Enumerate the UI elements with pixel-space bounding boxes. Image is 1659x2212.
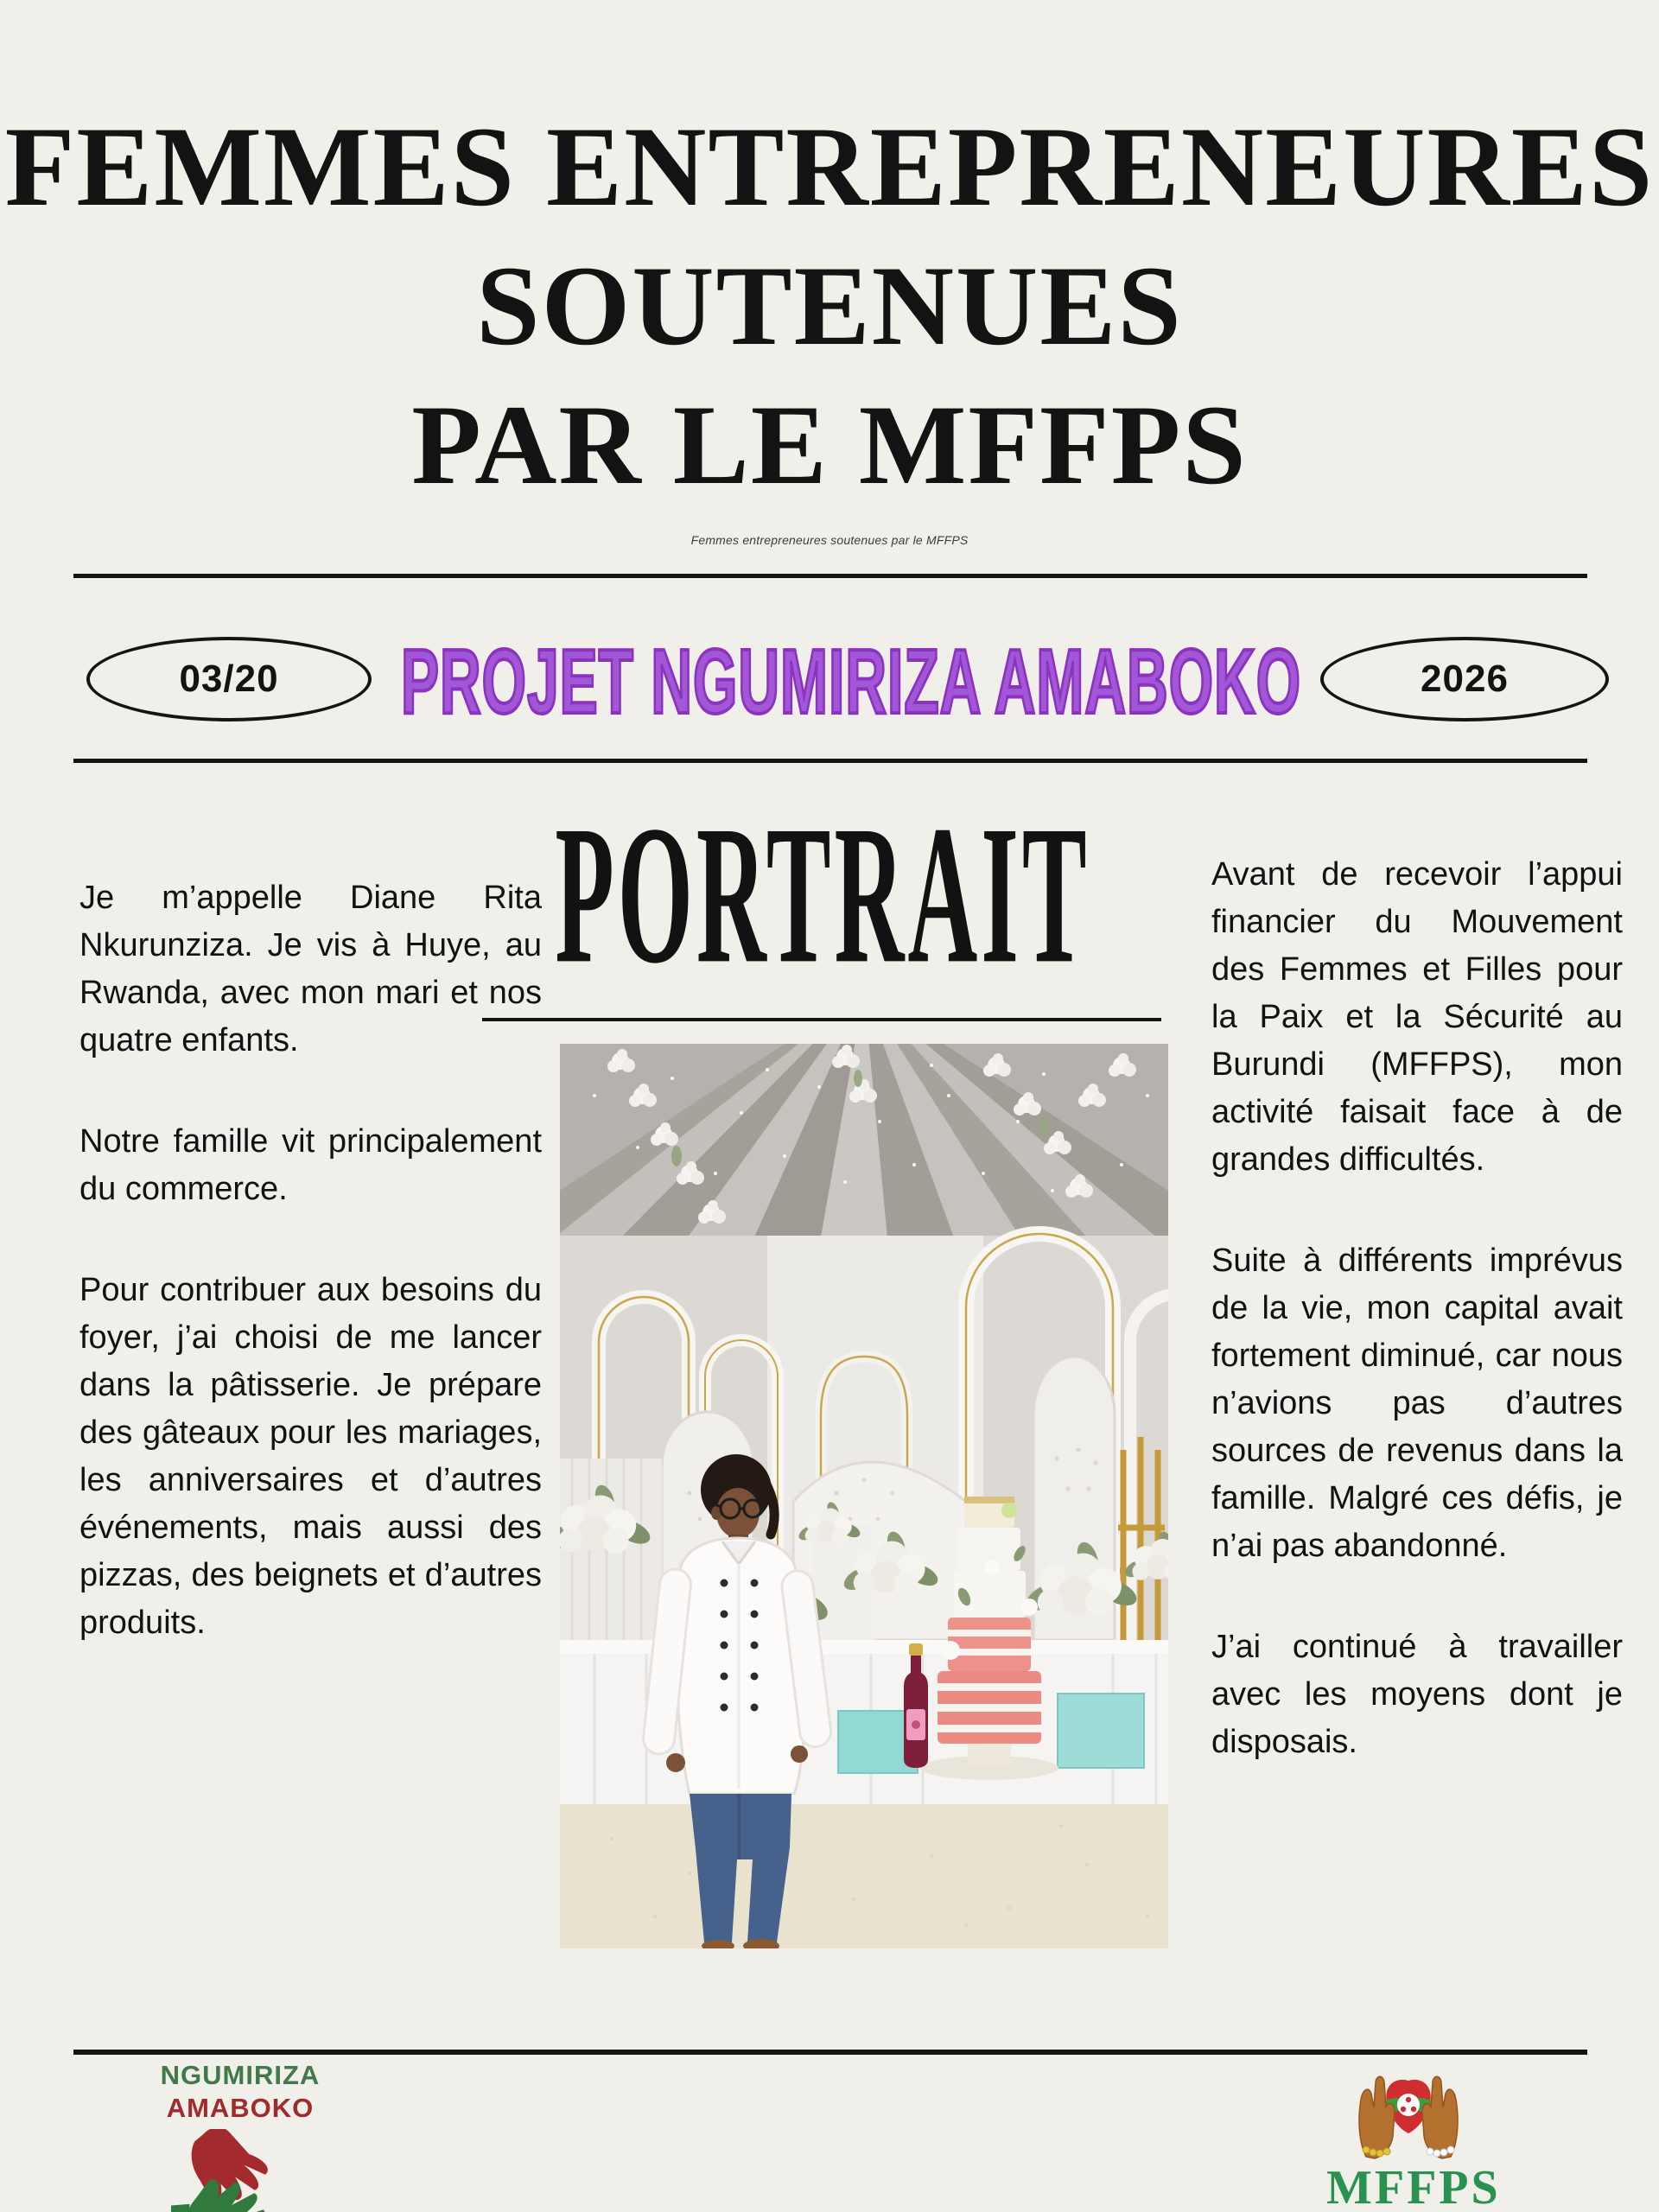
page-title-line-2: SOUTENUES <box>476 242 1183 369</box>
page-title-line-3: PAR LE MFFPS <box>411 381 1248 508</box>
year-badge <box>1320 637 1609 721</box>
left-paragraph-3: Pour contribuer aux besoins du foyer, j’ai choisi de me lancer dans la pâtisserie. Je prépare des gâteaux pour les mariages, les anniversaires et d’autres événements, mais aussi des pizzas, des beignets et d’autres produits. <box>79 1272 542 1641</box>
hands-holding-burundi-icon <box>1326 2067 1491 2164</box>
project-title: PROJET NGUMIRIZA AMABOKO <box>400 629 1302 733</box>
ngumiriza-logo-line2: AMABOKO <box>166 2093 315 2123</box>
year-label: 2026 <box>1421 658 1509 700</box>
page-subtitle: Femmes entrepreneures soutenues par le MFFPS <box>690 533 969 547</box>
wedding-scene-illustration <box>560 1044 1168 1948</box>
mffps-logo-label: MFFPS <box>1326 2161 1501 2212</box>
right-column <box>1211 851 1623 1766</box>
ngumiriza-logo <box>76 2060 404 2212</box>
issue-number: 03/20 <box>179 658 279 700</box>
portrait-underline <box>482 1018 1161 1021</box>
left-paragraph-2: Notre famille vit principalement du commerce. <box>79 1123 542 1207</box>
issue-badge <box>86 637 372 721</box>
left-paragraph-1: Je m’appelle Diane Rita Nkurunziza. Je vis à Huye, au Rwanda, avec mon mari et nos quatre enfants. <box>79 880 542 1058</box>
divider-band-bottom <box>73 759 1587 763</box>
hands-exchange-icon <box>171 2129 309 2212</box>
right-paragraph-2: Suite à différents imprévus de la vie, mon capital avait fortement diminué, car nous n’avions pas d’autres sources de revenus dans la famille. Malgré ces défis, je n’ai pas abandonné. <box>1211 1243 1623 1564</box>
page-title-line-1: FEMMES ENTREPRENEURES <box>4 103 1655 230</box>
left-column <box>79 874 542 1647</box>
mffps-logo <box>1326 2067 1501 2212</box>
divider-top <box>73 574 1587 578</box>
page-title <box>0 97 1659 514</box>
right-paragraph-1: Avant de recevoir l’appui financier du Mouvement des Femmes et Filles pour la Paix et la Sécurité au Burundi (MFFPS), mon activité faisait face à de grandes difficultés. <box>1211 856 1623 1178</box>
ceiling-drape-icon <box>560 1044 1168 1247</box>
right-paragraph-3: J’ai continué à travailler avec les moyens dont je disposais. <box>1211 1629 1623 1760</box>
divider-footer <box>73 2050 1587 2055</box>
portrait-photo <box>560 1044 1168 1948</box>
ngumiriza-logo-line1: NGUMIRIZA <box>160 2060 321 2090</box>
carpet-icon <box>560 1804 1168 1948</box>
portrait-heading: PORTRAIT <box>555 785 1090 1006</box>
